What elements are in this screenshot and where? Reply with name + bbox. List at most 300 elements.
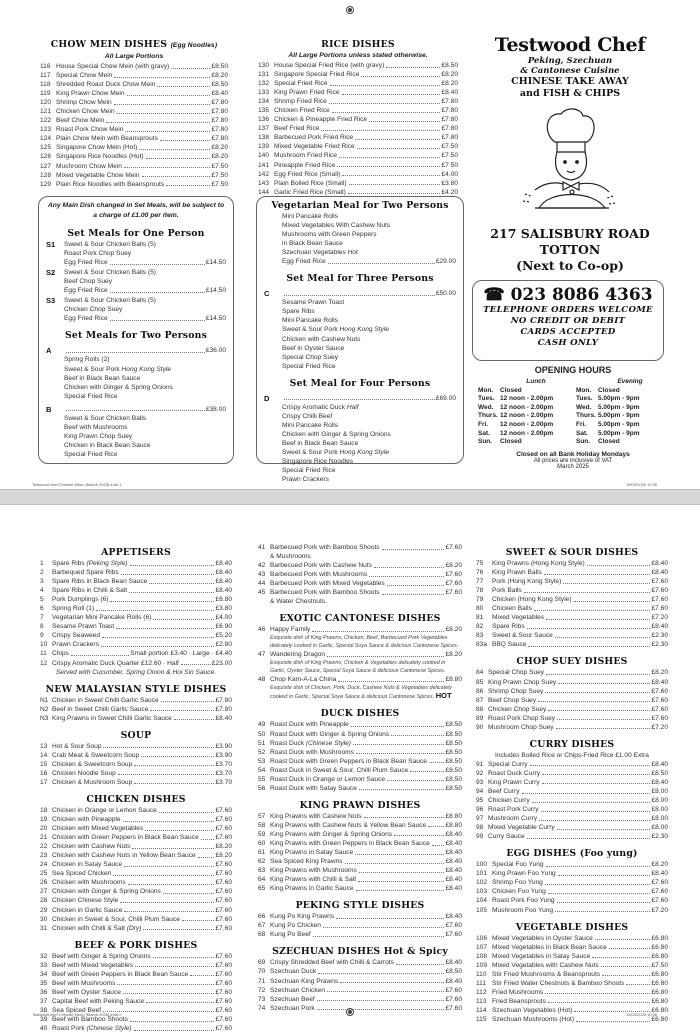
item-number: 143: [258, 179, 270, 187]
item-price: £3.90: [215, 751, 232, 759]
item-name: Beef in Sweet Chilli Garlic Sauce: [52, 705, 149, 713]
item-number: 34: [40, 970, 48, 978]
dot-leader: [284, 394, 435, 401]
menu-item: [476, 943, 668, 952]
item-number: 28: [40, 897, 48, 905]
menu-item: [258, 625, 462, 634]
set-item: Spare Ribs: [282, 308, 315, 316]
section-heading: Vegetarian Meal for Two Persons: [271, 200, 449, 211]
item-price: £7.80: [215, 705, 232, 713]
item-price: £8.00: [651, 815, 668, 823]
menu-item: [476, 723, 668, 732]
set-meal-line: [264, 239, 456, 248]
dot-leader: [110, 258, 205, 265]
menu-item: [476, 896, 668, 905]
item-name: Special Curry: [488, 760, 528, 768]
item-price: £8.50: [445, 730, 462, 738]
item-number: 118: [40, 81, 51, 89]
set-code: [46, 286, 64, 295]
dot-leader: [163, 887, 215, 894]
item-name: Roast Pork (Chinese Style): [52, 1025, 132, 1033]
dot-leader: [339, 151, 440, 158]
item-name: Szechuan Mushrooms (Hot): [492, 1015, 575, 1023]
set-code: S3: [46, 296, 56, 306]
dot-leader: [522, 787, 651, 794]
set-item: Chicken with Cashew Nuts: [282, 335, 361, 343]
item-name: Pork (Hong Kong Style): [492, 578, 562, 586]
item-price: £7.20: [651, 614, 668, 622]
set-code: [46, 258, 64, 267]
item-number: 90: [476, 723, 484, 731]
menu-item: [258, 784, 462, 793]
item-number: 136: [258, 116, 270, 124]
menu-item: [476, 668, 668, 677]
section-note: Includes Boiled Rice or Chips-Fried Rice £1.00 Extra: [495, 751, 649, 759]
dot-leader: [198, 851, 215, 858]
dot-leader: [106, 116, 210, 123]
phone-number[interactable]: 023 8086 4363: [510, 285, 653, 305]
dot-leader: [318, 967, 444, 974]
set-item: Mini Pancake Rolls: [282, 213, 339, 220]
day: Sun.: [576, 438, 591, 446]
menu-item: [476, 696, 668, 705]
menu-item: [258, 739, 462, 748]
item-name: King Prawns in Satay Sauce: [270, 849, 354, 857]
item-price: £7.50: [441, 143, 458, 151]
dot-leader: [118, 769, 215, 776]
item-number: 86: [476, 687, 484, 695]
item-price: £8.20: [445, 651, 462, 659]
item-number: 103: [476, 888, 488, 896]
hours-row: [478, 438, 668, 447]
dot-leader: [145, 824, 214, 831]
dot-leader: [110, 595, 214, 602]
item-number: 81: [476, 614, 484, 622]
item-name: Chicken with Ginger & Spring Onions: [52, 888, 161, 896]
dot-leader: [101, 640, 215, 647]
dot-leader: [323, 921, 445, 928]
set-meal-line: [46, 286, 226, 295]
item-number: 117: [40, 72, 51, 80]
menu-item: [258, 124, 458, 133]
item-price: £7.60: [215, 906, 232, 914]
item-name: Singapore Chow Mein (Hot): [56, 144, 138, 152]
menu-item: [476, 805, 668, 814]
item-name: King Prawn Chop Suey: [488, 678, 557, 686]
dot-leader: [351, 720, 445, 727]
dot-leader: [124, 860, 214, 867]
menu-item: [476, 796, 668, 805]
set-meal-header: [46, 346, 226, 355]
item-price: £8.20: [215, 852, 232, 860]
dot-leader: [114, 71, 210, 78]
item-price: £7.80: [211, 126, 228, 134]
menu-item: [40, 896, 232, 905]
item-number: 119: [40, 90, 51, 98]
set-item: Roast Pork Chop Suey: [64, 250, 132, 258]
item-name: Beef with Ginger & Spring Onions: [52, 952, 151, 960]
dot-leader: [146, 997, 214, 1004]
item-number: 105: [476, 906, 488, 914]
dot-leader: [546, 668, 650, 675]
lunch-hours: 12 noon - 2.00pm: [500, 395, 554, 403]
item-price: £23.00: [211, 659, 232, 667]
menu-item: [258, 730, 462, 739]
menu-item: [258, 766, 462, 775]
item-price: £6.90: [215, 623, 232, 631]
item-price: £8.40: [445, 885, 462, 893]
evening-hours: 5.00pm - 9pm: [598, 429, 640, 437]
menu-item: [258, 977, 462, 986]
dot-leader: [157, 80, 210, 87]
item-price: £8.40: [651, 870, 668, 878]
dot-leader: [345, 857, 445, 864]
dot-leader: [102, 631, 214, 638]
item-price: £7.60: [445, 580, 462, 588]
menu-item: [476, 832, 668, 841]
menu-item: [258, 588, 462, 597]
dot-leader: [134, 778, 214, 785]
item-price: £7.60: [445, 922, 462, 930]
set-meal-line: [46, 314, 226, 323]
menu-item: [40, 62, 228, 71]
item-number: 43: [258, 571, 266, 579]
dot-leader: [134, 760, 214, 767]
item-number: 9: [40, 632, 44, 640]
item-price: £8.40: [651, 760, 668, 768]
set-item: Special Chop Suey: [282, 353, 339, 361]
dot-leader: [563, 577, 650, 584]
item-number: 114: [476, 1006, 487, 1014]
item-number: 56: [258, 784, 266, 792]
menu-item: [40, 649, 232, 658]
set-item: Mixed Vegetables With Cashew Nuts: [282, 222, 391, 230]
set-price: £38.00: [205, 405, 226, 413]
style-note: (Peking Style): [86, 560, 128, 567]
dot-leader: [541, 805, 651, 812]
set-item: Sweet & Sour Pork Hong Kong Style: [64, 365, 172, 373]
dot-leader: [542, 778, 651, 785]
dot-leader: [555, 631, 651, 638]
item-price: £8.20: [445, 626, 462, 634]
lunch-hours: 12 noon - 2.00pm: [500, 420, 554, 428]
section-heading: RICE DISHES: [321, 39, 395, 50]
menu-item: [476, 687, 668, 696]
set-item: Special Fried Rice: [64, 450, 118, 458]
menu-item: [476, 823, 668, 832]
section-heading: CURRY DISHES: [529, 738, 615, 750]
item-number: 144: [258, 188, 270, 196]
item-number: 6: [40, 605, 44, 613]
item-number: 61: [258, 849, 266, 857]
dot-leader: [342, 88, 441, 95]
item-name: Roast Duck with Pineapple: [270, 721, 349, 729]
item-name: Mushroom Fried Rice: [274, 152, 338, 160]
menu-item: [476, 961, 668, 970]
page2-column-2: [258, 543, 462, 1013]
dot-leader: [359, 784, 445, 791]
item-name: Szechuan Beef: [270, 995, 315, 1003]
dot-leader: [348, 188, 441, 195]
item-price: £3.80: [441, 179, 458, 187]
dot-leader: [139, 143, 210, 150]
set-code: [264, 257, 282, 266]
dot-leader: [120, 896, 214, 903]
item-price: £3.90: [215, 742, 232, 750]
item-price: £7.50: [211, 171, 228, 179]
dot-leader: [358, 875, 444, 882]
section-heading: APPETISERS: [101, 547, 171, 558]
section-heading: Set Meals for Two Persons: [64, 330, 208, 342]
dot-leader: [391, 730, 444, 737]
item-number: 135: [258, 107, 270, 115]
dot-leader: [142, 171, 211, 178]
set-meal-line: [46, 277, 226, 286]
set-meal-line: [46, 305, 226, 314]
dot-leader: [548, 997, 651, 1004]
item-name: Roast Duck with Green Peppers in Black Bean Sauce: [270, 757, 427, 765]
item-price: £8.40: [651, 560, 668, 567]
set-code: [46, 277, 64, 286]
dot-leader: [538, 696, 650, 703]
dot-leader: [545, 878, 651, 885]
opening-hours: [478, 365, 668, 470]
item-price: £7.80: [211, 135, 228, 143]
item-name: Kung Po King Prawns: [270, 913, 335, 921]
set-item: Special Fried Rice: [64, 392, 118, 400]
dot-leader: [141, 751, 214, 758]
item-name: Roast Pork Chop Suey: [488, 714, 556, 722]
item-name: Sesame Prawn Toast: [52, 623, 115, 631]
item-number: 106: [476, 934, 488, 942]
item-name: Plain Boiled Rice (Small): [274, 179, 347, 187]
item-name: Chicken Foo Yung: [492, 888, 546, 896]
item-number: 42: [258, 562, 266, 570]
section-heading: EGG DISHES (Foo yung): [506, 848, 638, 860]
item-name: Beef with Bamboo Shoots: [52, 1015, 128, 1023]
item-price: £7.80: [441, 125, 458, 133]
item-number: 29: [40, 906, 48, 914]
menu-item: [476, 760, 668, 769]
item-name: Mixed Vegetable Curry: [488, 824, 555, 832]
item-name: Special Chop Suey: [488, 669, 545, 677]
menu-item: [40, 851, 232, 860]
lunch-label: Lunch: [526, 378, 546, 385]
set-meal-line: [46, 258, 226, 267]
section-heading: EXOTIC CANTONESE DISHES: [279, 613, 441, 625]
item-price: £7.80: [211, 108, 228, 116]
item-price: £7.60: [215, 806, 232, 814]
item-number: 138: [258, 134, 270, 142]
dot-leader: [548, 887, 651, 894]
item-name: Roast Duck (Chinese Style): [270, 739, 351, 747]
item-name: Plain Rice Noodles with Beansprouts: [56, 180, 165, 188]
item-price: £7.50: [441, 152, 458, 160]
item-name: Roast Duck with Satay Sauce: [270, 784, 357, 792]
menu-item: [476, 887, 668, 896]
item-price: £7.60: [651, 705, 668, 713]
menu-item: [476, 613, 668, 622]
item-number: 124: [40, 135, 52, 143]
menu-item: [258, 179, 458, 188]
menu-item: [40, 997, 232, 1006]
item-price: £7.60: [215, 1025, 232, 1033]
menu-item: [40, 640, 232, 649]
menu-item: [258, 97, 458, 106]
item-price: £6.80: [651, 1015, 668, 1023]
dot-leader: [71, 649, 129, 656]
item-price: £8.20: [211, 72, 228, 80]
set-code: A: [46, 346, 52, 356]
dot-leader: [574, 595, 651, 602]
dot-leader: [353, 739, 444, 746]
menu-item: [40, 116, 228, 125]
item-number: 5: [40, 596, 44, 604]
section-heading: SZECHUAN DISHES Hot & Spicy: [272, 946, 448, 958]
menu-item: [476, 559, 668, 568]
item-name: Spring Roll (1): [52, 605, 95, 613]
item-number: 131: [258, 71, 270, 79]
item-number: 89: [476, 714, 484, 722]
item-number: 94: [476, 787, 484, 795]
item-name: Chicken Noodle Soup: [52, 769, 116, 777]
item-price: £8.50: [445, 968, 462, 976]
item-price: £6.80: [651, 1006, 668, 1014]
item-name: Kung Po Beef: [270, 931, 311, 939]
section-heading: Set Meal for Three Persons: [286, 273, 434, 285]
item-name: Special Fried Rice: [274, 80, 328, 88]
item-name: Chicken with Mushrooms: [52, 879, 126, 887]
menu-item: [476, 640, 668, 649]
item-name: Szechuan King Prawns: [270, 977, 339, 985]
menu-item: [258, 70, 458, 79]
dot-leader: [355, 133, 440, 140]
phone-orders-box: [472, 280, 664, 361]
item-number: 45: [258, 589, 266, 597]
menu-item: [476, 577, 668, 586]
item-name: Beef Chow Mein: [56, 117, 105, 125]
item-number: 111: [476, 979, 487, 987]
day: Sat.: [576, 429, 588, 437]
set-item: Egg Fried Rice: [64, 315, 108, 323]
dot-leader: [327, 986, 445, 993]
menu-item: [476, 997, 668, 1006]
item-price: £8.50: [445, 775, 462, 783]
item-number: 142: [258, 170, 270, 178]
dot-leader: [527, 832, 651, 839]
item-name: Chicken with Chilli & Salt (Dry): [52, 924, 142, 932]
item-name: Chicken & Pineapple Fried Rice: [274, 116, 368, 124]
item-name: Chicken with Mixed Vegetables: [52, 825, 144, 833]
item-number: 13: [40, 742, 48, 750]
item-price: £8.00: [651, 797, 668, 805]
set-item: Sweet & Sour Pork Hong Kong Style: [282, 448, 390, 456]
item-name: Singapore Rice Noodles (Hot): [56, 153, 144, 161]
item-name: Mixed Vegetable Fried Rice: [274, 143, 355, 151]
menu-item: [40, 586, 232, 595]
item-name: King Prawns in Garlic Sauce: [270, 885, 354, 893]
item-name: Crispy Seaweed: [52, 632, 101, 640]
item-price: £2.30: [651, 641, 668, 649]
menu-item: [476, 787, 668, 796]
dot-leader: [330, 79, 441, 86]
item-number: 96: [476, 806, 484, 814]
set-item: Sweet & Sour Chicken Balls: [64, 414, 147, 422]
set-item: Sesame Prawn Toast: [282, 299, 345, 307]
day: Tues.: [576, 395, 593, 403]
dot-leader: [558, 869, 651, 876]
item-name: Chicken Fried Rice: [274, 107, 330, 115]
dot-leader: [135, 961, 214, 968]
day: Fri.: [576, 420, 587, 428]
section-heading: VEGETABLE DISHES: [515, 921, 629, 933]
item-name: Stir Fried Mushrooms & Beansprouts: [492, 970, 601, 978]
registration-mark: [346, 1008, 354, 1016]
item-number: 60: [258, 839, 266, 847]
set-item: Beef in Oyster Sauce: [282, 344, 345, 352]
section-heading: SWEET & SOUR DISHES: [505, 547, 639, 558]
day: Tues.: [478, 395, 495, 403]
set-price: £36.00: [205, 347, 226, 355]
dot-leader: [382, 543, 445, 550]
item-name: Crab Meat & Sweetcorn Soup: [52, 751, 140, 759]
item-name: Chicken Balls: [492, 605, 532, 613]
item-name: Capital Beef with Peking Sauce: [52, 997, 145, 1005]
menu-item: [258, 748, 462, 757]
section-heading: CHICKEN DISHES: [86, 793, 186, 805]
set-item: Szechuan Vegetables Hot: [282, 249, 358, 257]
dot-leader: [174, 714, 215, 721]
dot-leader: [337, 161, 440, 168]
dot-leader: [557, 714, 650, 721]
registration-mark: [346, 6, 354, 14]
menu-item: [476, 595, 668, 604]
item-price: £7.60: [215, 870, 232, 878]
dot-leader: [166, 180, 210, 187]
item-number: 26: [40, 879, 48, 887]
item-number: 120: [40, 99, 52, 107]
chow-mein-section: [40, 39, 228, 189]
hours-row: [478, 412, 668, 421]
dot-leader: [532, 796, 651, 803]
item-name: Beef Chop Suey: [488, 696, 537, 704]
menu-item: [258, 921, 462, 930]
section-heading: BEEF & PORK DISHES: [74, 939, 198, 951]
opening-hours-title: OPENING HOURS: [534, 365, 612, 375]
menu-item: [258, 839, 462, 848]
menu-item: [40, 1024, 232, 1033]
brand-block: [472, 34, 668, 274]
item-number: 98: [476, 824, 484, 832]
item-name: Roast Duck in Orange or Lemon Sauce: [270, 775, 386, 783]
menu-item: [40, 622, 232, 631]
set-meal-line: [264, 221, 456, 230]
set-item: Sweet & Sour Chicken Balls (5): [64, 297, 156, 305]
item-name: Roast Pork Chow Mein: [56, 126, 124, 134]
set-meals-section: [46, 201, 226, 459]
item-price: £7.80: [215, 696, 232, 704]
dot-leader: [369, 115, 440, 122]
set-meal-header: [264, 289, 456, 298]
item-number: 32: [40, 952, 48, 960]
menu-item: [40, 915, 232, 924]
item-number: 62: [258, 858, 266, 866]
menu-item: [40, 742, 232, 751]
set-code: C: [264, 289, 270, 299]
set-item: Mini Pancake Rolls: [282, 421, 339, 429]
menu-item: [258, 958, 462, 967]
item-name: King Prawns with Mushrooms: [270, 867, 357, 875]
